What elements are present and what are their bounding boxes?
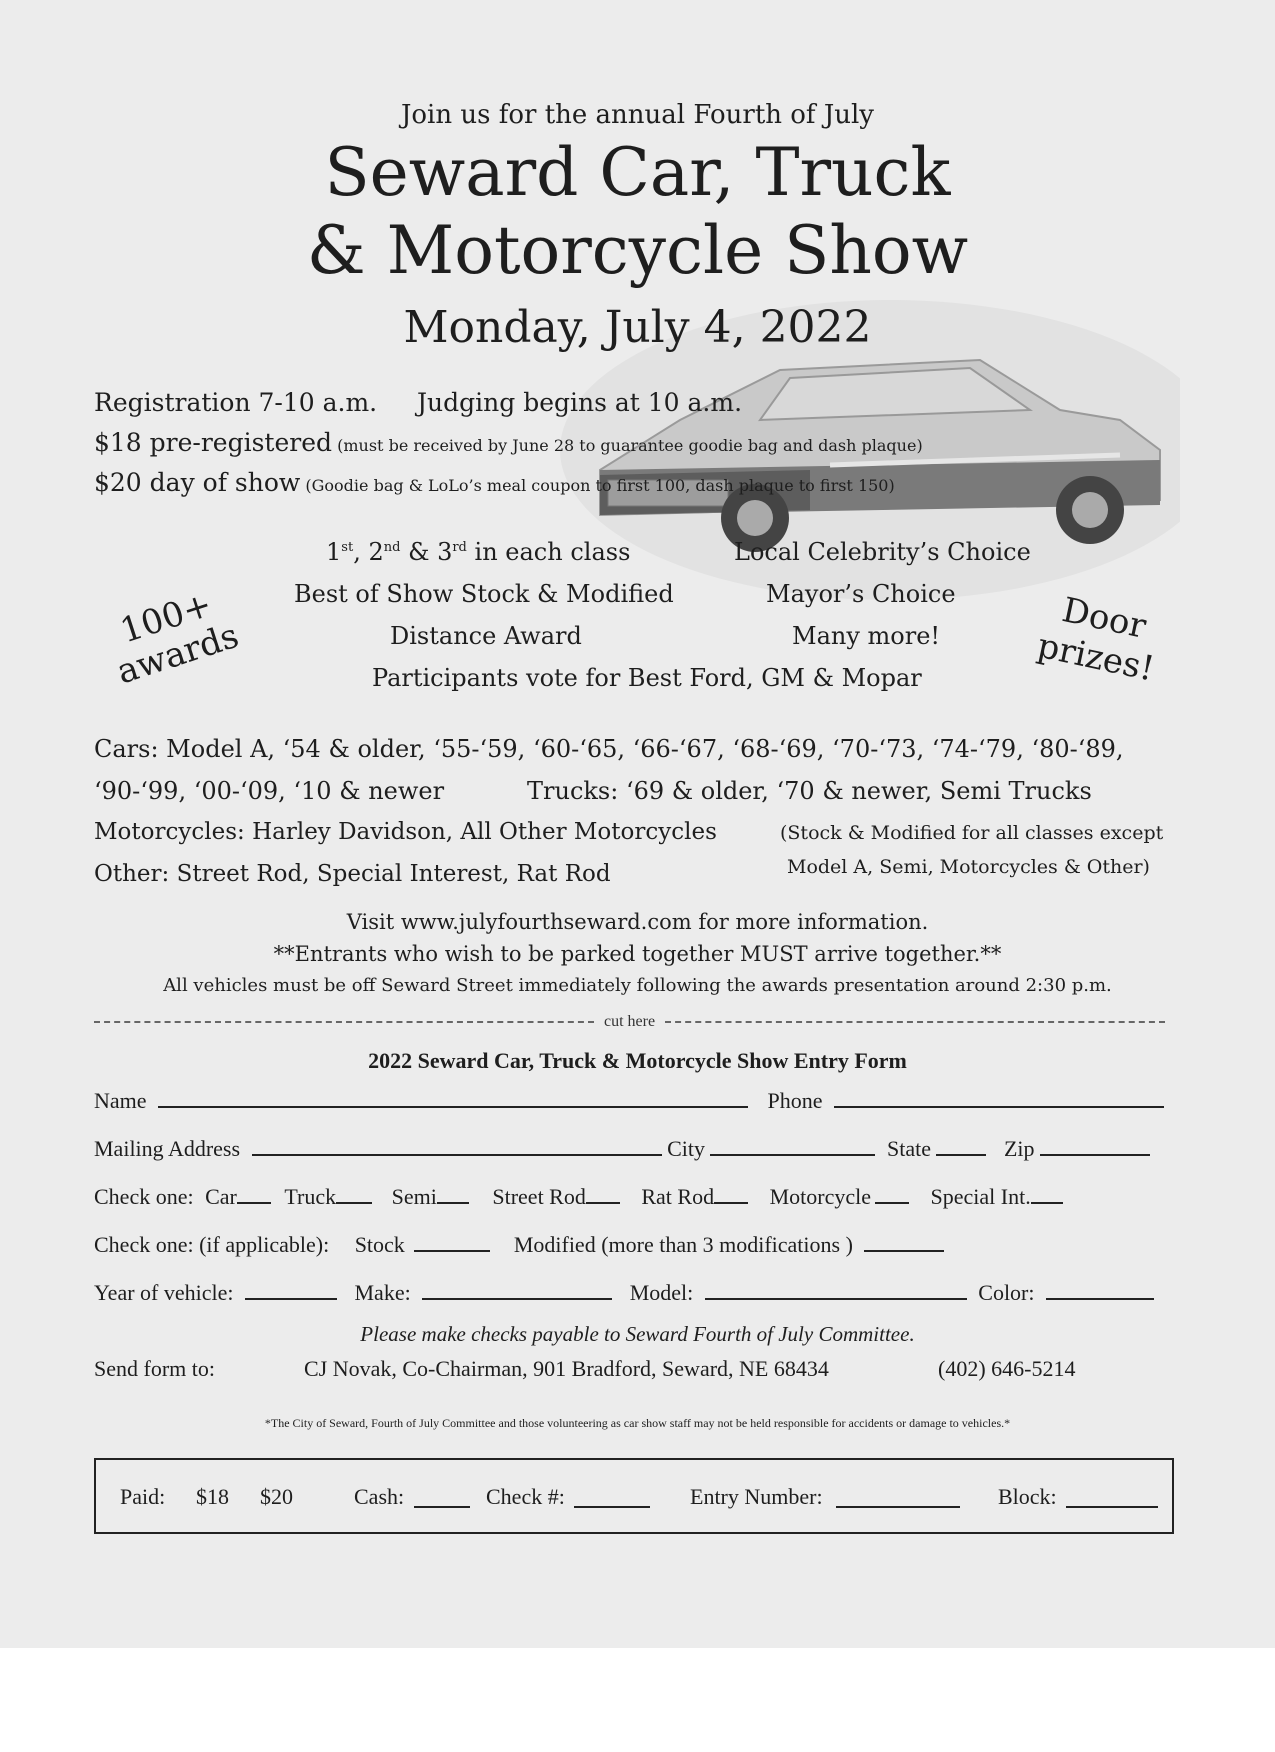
- website-info: Visit www.julyfourthseward.com for more information.: [346, 910, 929, 934]
- place-awards: 1st, 2nd & 3rd in each class: [326, 538, 631, 566]
- truck-classes: Trucks: ‘69 & older, ‘70 & newer, Semi Trucks: [527, 777, 1092, 805]
- car-classes-line-2: ‘90-‘99, ‘00-‘09, ‘10 & newer: [94, 777, 445, 805]
- street-rod-option-label: Street Rod: [492, 1184, 586, 1209]
- title-line-2: & Motorcycle Show: [306, 212, 969, 289]
- block-field[interactable]: [1066, 1506, 1158, 1508]
- fee-20-option[interactable]: $20: [260, 1484, 293, 1509]
- best-of-show: Best of Show Stock & Modified: [294, 580, 674, 608]
- car-classes-line-1: Cars: Model A, ‘54 & older, ‘55-‘59, ‘60-‘65, ‘66-‘67, ‘68-‘69, ‘70-‘73, ‘74-‘79, ‘80-‘89,: [94, 735, 1124, 763]
- phone-label: Phone: [767, 1088, 823, 1113]
- rat-rod-option-label: Rat Rod: [641, 1184, 715, 1209]
- mayor-choice: Mayor’s Choice: [766, 580, 956, 608]
- color-label: Color:: [978, 1280, 1035, 1305]
- zip-label: Zip: [1003, 1136, 1035, 1161]
- check-number-label: Check #:: [486, 1484, 565, 1509]
- entry-number-label: Entry Number:: [690, 1484, 823, 1509]
- distance-award: Distance Award: [390, 622, 582, 650]
- registration-line: [94, 388, 742, 417]
- city-label: City: [667, 1136, 705, 1161]
- block-label: Block:: [998, 1484, 1057, 1509]
- special-int-checkbox[interactable]: [1031, 1201, 1063, 1204]
- door-prizes-badge: Door prizes!: [1033, 590, 1158, 690]
- model-label: Model:: [629, 1280, 694, 1305]
- preregistration-line: [94, 428, 923, 457]
- event-date: Monday, July 4, 2022: [403, 302, 872, 353]
- form-row-stock-modified: [94, 1232, 944, 1258]
- preregistration-fee: $18 pre-registered: [94, 428, 333, 457]
- truck-option-label: Truck: [284, 1184, 337, 1209]
- check-number-field[interactable]: [574, 1506, 650, 1508]
- special-int-option-label: Special Int.: [930, 1184, 1031, 1209]
- day-of-show-fee: $20 day of show: [94, 468, 301, 497]
- cash-label: Cash:: [354, 1484, 405, 1509]
- classes-note-1: (Stock & Modified for all classes except: [780, 822, 1164, 844]
- stock-checkbox[interactable]: [414, 1249, 490, 1252]
- rat-rod-checkbox[interactable]: [714, 1201, 748, 1204]
- day-of-show-line: [94, 468, 895, 497]
- preregistration-note: (must be received by June 28 to guarantee goodie bag and dash plaque): [337, 436, 923, 455]
- cut-here-label: cut here: [604, 1013, 656, 1030]
- mailing-address-field[interactable]: [252, 1153, 662, 1156]
- truck-checkbox[interactable]: [336, 1201, 372, 1204]
- color-field[interactable]: [1046, 1297, 1154, 1300]
- year-field[interactable]: [245, 1297, 337, 1300]
- participants-vote: Participants vote for Best Ford, GM & Mopar: [372, 664, 922, 692]
- form-row-address: [94, 1136, 1150, 1162]
- state-label: State: [886, 1136, 931, 1161]
- modified-option-label: Modified (more than 3 modifications ): [513, 1232, 853, 1257]
- cash-field[interactable]: [414, 1506, 470, 1508]
- make-field[interactable]: [422, 1297, 612, 1300]
- car-option-label: Car: [205, 1184, 237, 1209]
- paid-label: Paid:: [120, 1484, 166, 1509]
- motorcycle-option-label: Motorcycle: [769, 1184, 871, 1209]
- celebrity-choice: Local Celebrity’s Choice: [734, 538, 1031, 566]
- entry-number-field[interactable]: [836, 1506, 960, 1508]
- day-of-show-note: (Goodie bag & LoLo’s meal coupon to first 100, dash plaque to first 150): [305, 476, 895, 495]
- vehicles-off-street-note: All vehicles must be off Seward Street immediately following the awards presentation around 2:30 p.m.: [163, 975, 1112, 996]
- modified-checkbox[interactable]: [864, 1249, 944, 1252]
- form-row-vehicle-details: [94, 1280, 1154, 1306]
- send-form-phone: (402) 646-5214: [938, 1356, 1076, 1381]
- name-label: Name: [94, 1088, 147, 1113]
- motorcycle-checkbox[interactable]: [875, 1201, 909, 1204]
- city-field[interactable]: [710, 1153, 875, 1156]
- form-row-vehicle-type: [94, 1184, 1063, 1210]
- classes-note-2: Model A, Semi, Motorcycles & Other): [787, 856, 1150, 878]
- state-field[interactable]: [936, 1153, 986, 1156]
- semi-option-label: Semi: [391, 1184, 437, 1209]
- send-form-label: Send form to:: [94, 1356, 215, 1381]
- form-row-name: [94, 1088, 1164, 1114]
- send-form-address: CJ Novak, Co-Chairman, 901 Bradford, Seward, NE 68434: [304, 1356, 829, 1381]
- office-use-box: [94, 1458, 1174, 1534]
- street-rod-checkbox[interactable]: [586, 1201, 620, 1204]
- parking-together-note: **Entrants who wish to be parked together MUST arrive together.**: [273, 942, 1002, 966]
- model-field[interactable]: [705, 1297, 967, 1300]
- other-classes: Other: Street Rod, Special Interest, Rat Rod: [94, 861, 611, 887]
- intro-line: Join us for the annual Fourth of July: [400, 100, 874, 130]
- mailing-address-label: Mailing Address: [94, 1136, 241, 1161]
- checks-payable-note: Please make checks payable to Seward Fourth of July Committee.: [360, 1322, 915, 1346]
- cut-line: [94, 1013, 1174, 1031]
- fee-18-option[interactable]: $18: [196, 1484, 229, 1509]
- car-checkbox[interactable]: [237, 1201, 271, 1204]
- phone-field[interactable]: [834, 1105, 1164, 1108]
- semi-checkbox[interactable]: [437, 1201, 469, 1204]
- registration-time: Registration 7-10 a.m.: [94, 388, 378, 417]
- title-line-1: Seward Car, Truck: [324, 134, 951, 211]
- check-one-label: Check one:: [94, 1184, 194, 1209]
- year-label: Year of vehicle:: [94, 1280, 234, 1305]
- motorcycle-classes: Motorcycles: Harley Davidson, All Other Motorcycles: [94, 819, 717, 845]
- stock-option-label: Stock: [354, 1232, 405, 1257]
- name-field[interactable]: [158, 1105, 748, 1108]
- judging-time: Judging begins at 10 a.m.: [417, 388, 743, 417]
- entry-form-title: 2022 Seward Car, Truck & Motorcycle Show Entry Form: [368, 1048, 907, 1073]
- zip-field[interactable]: [1040, 1153, 1150, 1156]
- liability-disclaimer: *The City of Seward, Fourth of July Committee and those volunteering as car show staff may not be held responsible for accidents or damage to vehicles.*: [264, 1416, 1011, 1430]
- check-one-applicable-label: Check one: (if applicable):: [94, 1232, 330, 1257]
- make-label: Make:: [354, 1280, 411, 1305]
- many-more: Many more!: [792, 622, 941, 650]
- awards-badge: 100+ awards: [112, 584, 244, 693]
